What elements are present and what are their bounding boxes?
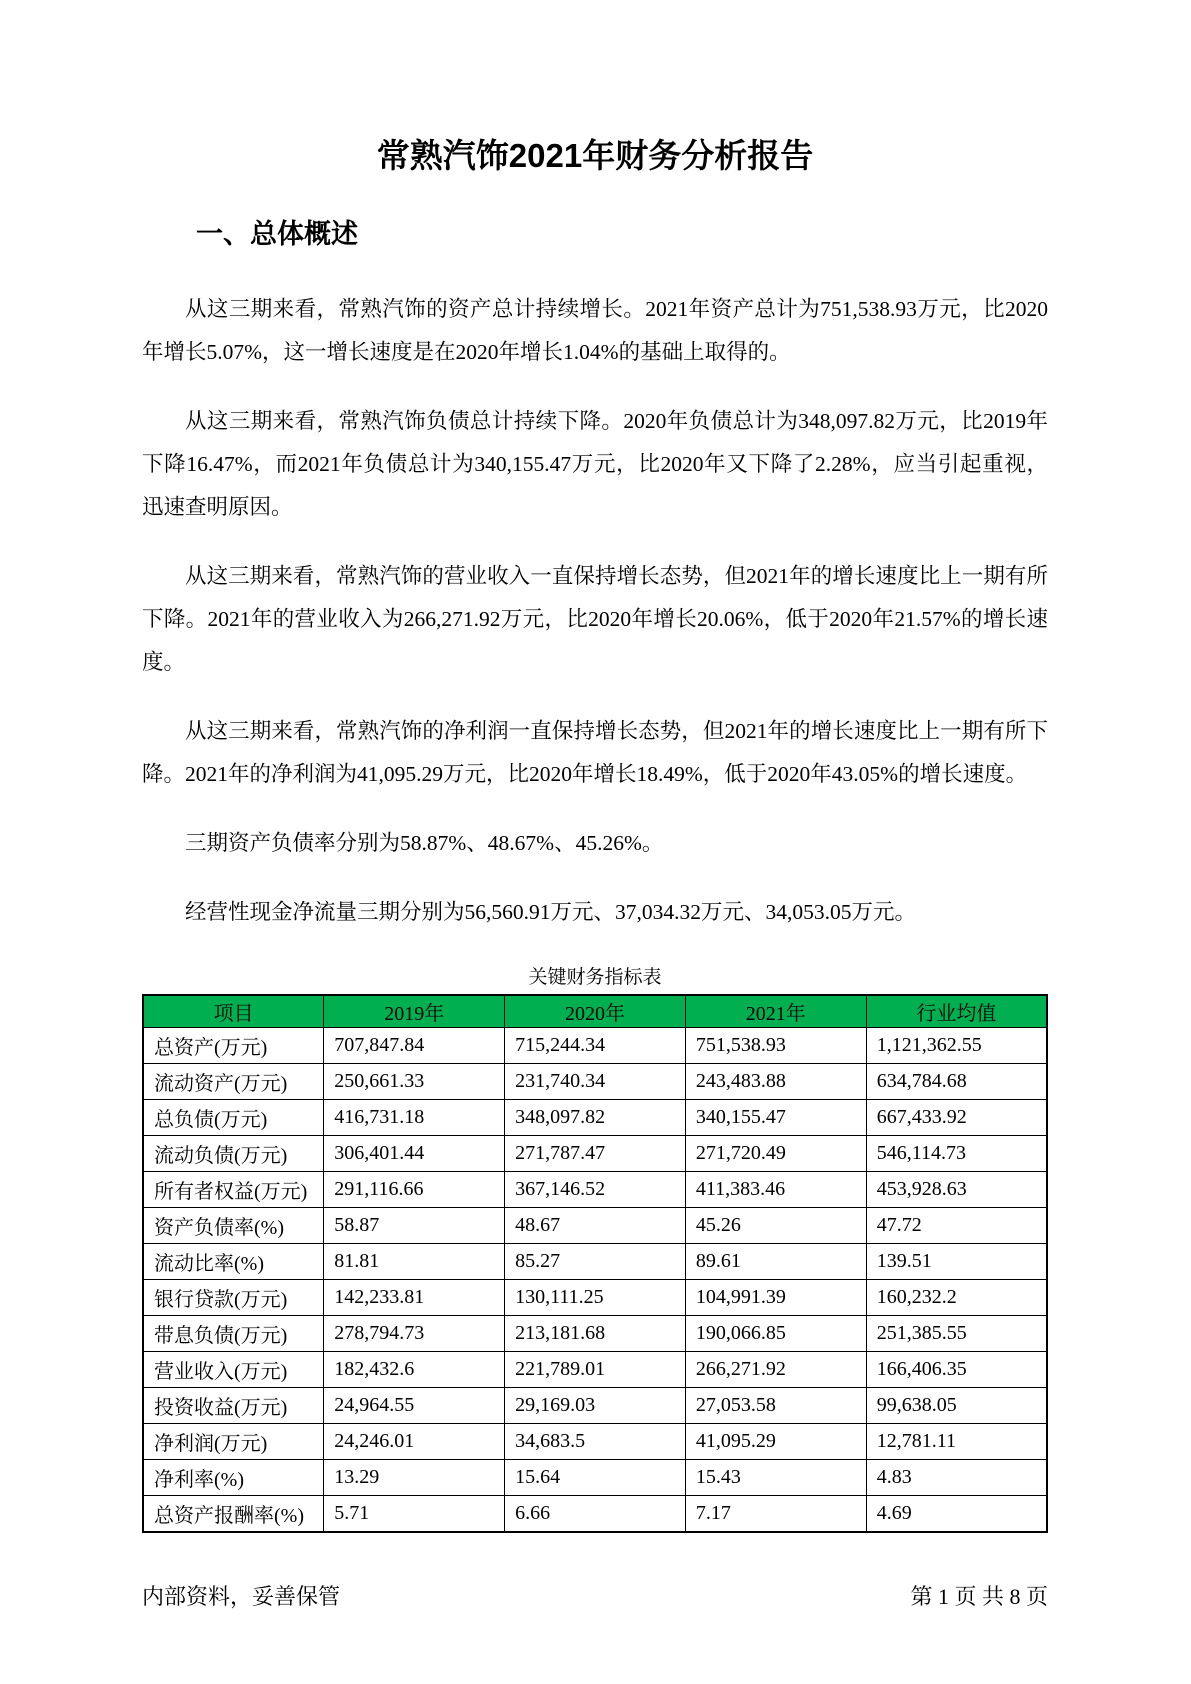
cell-2019: 5.71 — [324, 1496, 505, 1533]
cell-2020: 48.67 — [505, 1208, 686, 1244]
cell-2019: 81.81 — [324, 1244, 505, 1280]
cell-industry-avg: 47.72 — [866, 1208, 1047, 1244]
cell-industry-avg: 4.69 — [866, 1496, 1047, 1533]
cell-2020: 15.64 — [505, 1460, 686, 1496]
cell-2019: 24,964.55 — [324, 1388, 505, 1424]
table-row — [143, 1460, 1047, 1496]
column-header-item: 项目 — [143, 995, 324, 1028]
report-title: 常熟汽饰2021年财务分析报告 — [376, 137, 814, 174]
table-row — [143, 1352, 1047, 1388]
footer-confidential-note: 内部资料，妥善保管 — [142, 1584, 341, 1609]
table-caption: 关键财务指标表 — [528, 967, 662, 988]
cell-2020: 213,181.68 — [505, 1316, 686, 1352]
row-label: 净利润(万元) — [143, 1424, 324, 1460]
row-label: 投资收益(万元) — [143, 1388, 324, 1424]
cell-industry-avg: 634,784.68 — [866, 1064, 1047, 1100]
cell-2021: 411,383.46 — [685, 1172, 866, 1208]
cell-2020: 271,787.47 — [505, 1136, 686, 1172]
cell-2021: 7.17 — [685, 1496, 866, 1533]
cell-2021: 104,991.39 — [685, 1280, 866, 1316]
cell-2019: 306,401.44 — [324, 1136, 505, 1172]
cell-2021: 15.43 — [685, 1460, 866, 1496]
cell-2019: 142,233.81 — [324, 1280, 505, 1316]
cell-industry-avg: 251,385.55 — [866, 1316, 1047, 1352]
paragraph-net-profit: 从这三期来看，常熟汽饰的净利润一直保持增长态势，但2021年的增长速度比上一期有所下降。2021年的净利润为41,095.29万元，比2020年增长18.49%，低于2020年43.05%的增长速度。 — [142, 719, 1048, 786]
cell-2021: 190,066.85 — [685, 1316, 866, 1352]
cell-industry-avg: 546,114.73 — [866, 1136, 1047, 1172]
cell-industry-avg: 160,232.2 — [866, 1280, 1047, 1316]
cell-industry-avg: 166,406.35 — [866, 1352, 1047, 1388]
paragraph-total-liabilities: 从这三期来看，常熟汽饰负债总计持续下降。2020年负债总计为348,097.82万元，比2019年下降16.47%，而2021年负债总计为340,155.47万元，比2020年又下降了2.28%，应当引起重视，迅速查明原因。 — [142, 409, 1048, 519]
cell-2021: 243,483.88 — [685, 1064, 866, 1100]
cell-2020: 6.66 — [505, 1496, 686, 1533]
cell-2020: 231,740.34 — [505, 1064, 686, 1100]
footer-page-number: 第 1 页 共 8 页 — [910, 1584, 1048, 1609]
table-row — [143, 1388, 1047, 1424]
cell-2020: 85.27 — [505, 1244, 686, 1280]
table-row — [143, 1496, 1047, 1533]
table-row — [143, 1100, 1047, 1136]
row-label: 所有者权益(万元) — [143, 1172, 324, 1208]
paragraph-operating-cashflow: 经营性现金净流量三期分别为56,560.91万元、37,034.32万元、34,053.05万元。 — [185, 900, 917, 924]
paragraph-operating-revenue: 从这三期来看，常熟汽饰的营业收入一直保持增长态势，但2021年的增长速度比上一期有所下降。2021年的营业收入为266,271.92万元，比2020年增长20.06%，低于2020年21.57%的增长速度。 — [142, 564, 1048, 674]
cell-2020: 34,683.5 — [505, 1424, 686, 1460]
table-row — [143, 1280, 1047, 1316]
table-body — [143, 1028, 1047, 1533]
cell-2021: 266,271.92 — [685, 1352, 866, 1388]
cell-2021: 27,053.58 — [685, 1388, 866, 1424]
cell-2019: 24,246.01 — [324, 1424, 505, 1460]
cell-2021: 41,095.29 — [685, 1424, 866, 1460]
column-header-industry-avg: 行业均值 — [866, 995, 1047, 1028]
cell-2019: 13.29 — [324, 1460, 505, 1496]
cell-industry-avg: 139.51 — [866, 1244, 1047, 1280]
table-header-row — [143, 995, 1047, 1028]
cell-2019: 291,116.66 — [324, 1172, 505, 1208]
cell-2021: 271,720.49 — [685, 1136, 866, 1172]
table-row — [143, 1028, 1047, 1064]
table-head — [143, 995, 1047, 1028]
cell-industry-avg: 667,433.92 — [866, 1100, 1047, 1136]
cell-2021: 89.61 — [685, 1244, 866, 1280]
cell-2021: 340,155.47 — [685, 1100, 866, 1136]
cell-2020: 367,146.52 — [505, 1172, 686, 1208]
cell-2020: 29,169.03 — [505, 1388, 686, 1424]
row-label: 净利率(%) — [143, 1460, 324, 1496]
cell-2019: 182,432.6 — [324, 1352, 505, 1388]
cell-industry-avg: 453,928.63 — [866, 1172, 1047, 1208]
table-row — [143, 1064, 1047, 1100]
cell-2020: 715,244.34 — [505, 1028, 686, 1064]
cell-industry-avg: 99,638.05 — [866, 1388, 1047, 1424]
table-row — [143, 1424, 1047, 1460]
table-row — [143, 1136, 1047, 1172]
row-label: 营业收入(万元) — [143, 1352, 324, 1388]
cell-industry-avg: 4.83 — [866, 1460, 1047, 1496]
key-indicators-table — [142, 994, 1048, 1533]
cell-2019: 416,731.18 — [324, 1100, 505, 1136]
cell-industry-avg: 1,121,362.55 — [866, 1028, 1047, 1064]
cell-2020: 221,789.01 — [505, 1352, 686, 1388]
table-row — [143, 1208, 1047, 1244]
paragraph-debt-ratio: 三期资产负债率分别为58.87%、48.67%、45.26%。 — [185, 831, 664, 855]
row-label: 银行贷款(万元) — [143, 1280, 324, 1316]
row-label: 流动负债(万元) — [143, 1136, 324, 1172]
row-label: 总资产报酬率(%) — [143, 1496, 324, 1533]
row-label: 资产负债率(%) — [143, 1208, 324, 1244]
cell-2019: 58.87 — [324, 1208, 505, 1244]
table-row — [143, 1244, 1047, 1280]
column-header-2019: 2019年 — [324, 995, 505, 1028]
cell-2021: 751,538.93 — [685, 1028, 866, 1064]
column-header-2021: 2021年 — [685, 995, 866, 1028]
table-row — [143, 1172, 1047, 1208]
page-footer — [142, 1584, 1048, 1610]
cell-2019: 250,661.33 — [324, 1064, 505, 1100]
cell-2020: 348,097.82 — [505, 1100, 686, 1136]
cell-2019: 707,847.84 — [324, 1028, 505, 1064]
overview-paragraphs — [142, 288, 1048, 934]
row-label: 流动资产(万元) — [143, 1064, 324, 1100]
paragraph-total-assets: 从这三期来看，常熟汽饰的资产总计持续增长。2021年资产总计为751,538.93万元，比2020年增长5.07%，这一增长速度是在2020年增长1.04%的基础上取得的。 — [142, 297, 1048, 364]
row-label: 流动比率(%) — [143, 1244, 324, 1280]
column-header-2020: 2020年 — [505, 995, 686, 1028]
cell-industry-avg: 12,781.11 — [866, 1424, 1047, 1460]
cell-2020: 130,111.25 — [505, 1280, 686, 1316]
table-row — [143, 1316, 1047, 1352]
row-label: 总负债(万元) — [143, 1100, 324, 1136]
cell-2019: 278,794.73 — [324, 1316, 505, 1352]
section-heading-overview: 一、总体概述 — [196, 219, 358, 249]
cell-2021: 45.26 — [685, 1208, 866, 1244]
row-label: 总资产(万元) — [143, 1028, 324, 1064]
row-label: 带息负债(万元) — [143, 1316, 324, 1352]
report-content — [142, 0, 1048, 1533]
